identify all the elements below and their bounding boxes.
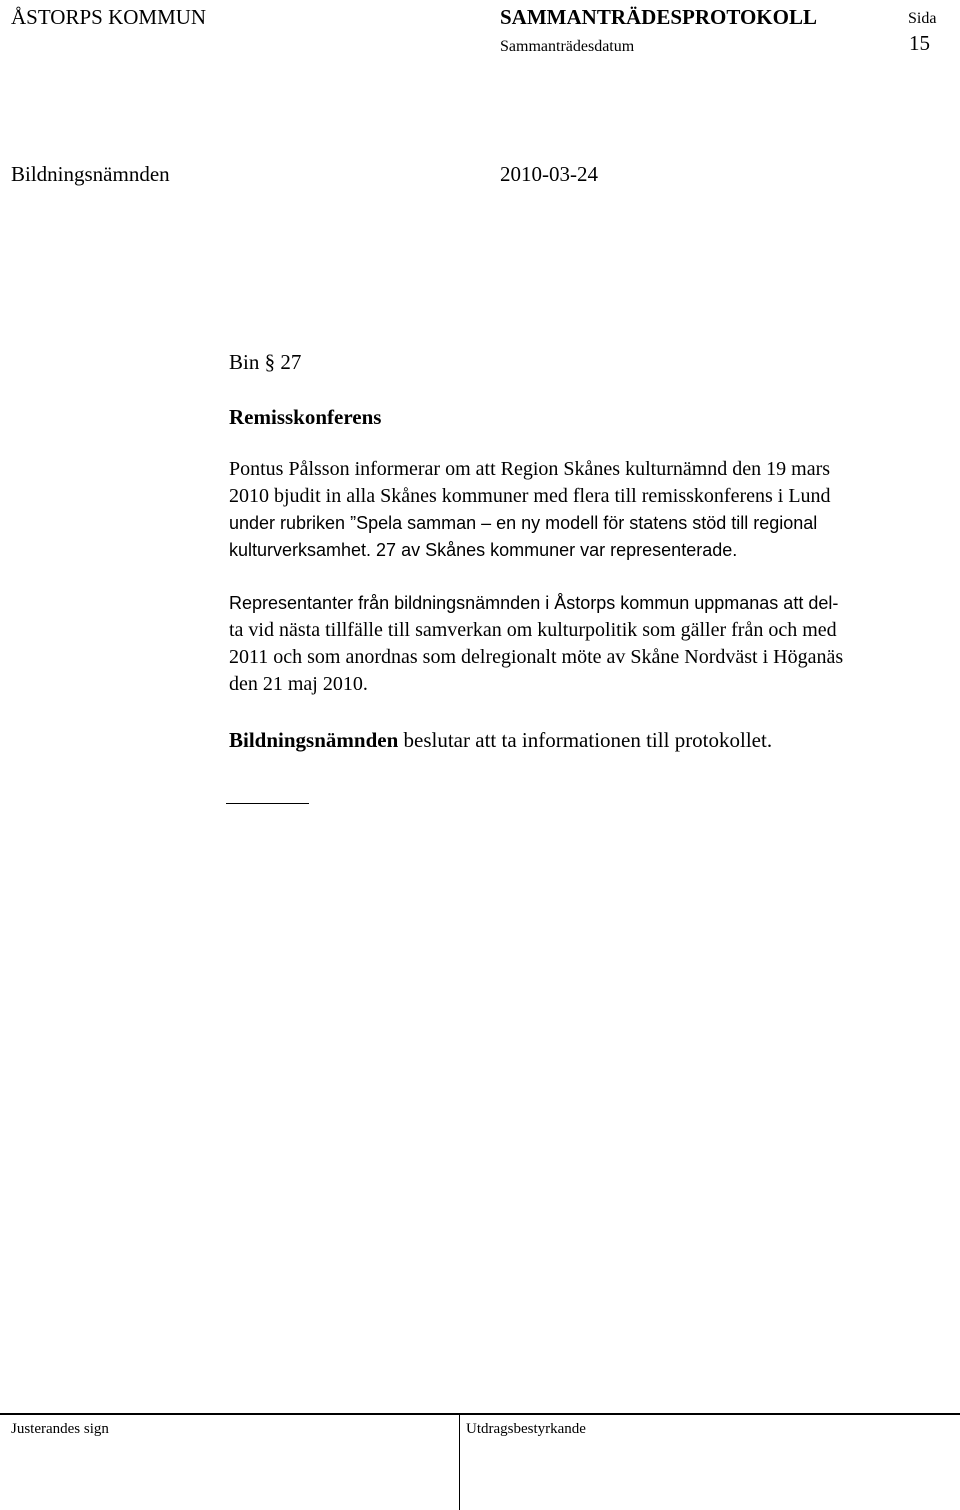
paragraph-2-line: den 21 maj 2010. (229, 673, 368, 695)
paragraph-2-line: Representanter från bildningsnämnden i Åstorps kommun uppmanas att del- (229, 593, 839, 613)
meeting-date: 2010-03-24 (500, 162, 598, 186)
paragraph-1-line: under rubriken ”Spela samman – en ny modell för statens stöd till regional (229, 513, 818, 533)
footer-divider (459, 1413, 460, 1510)
paragraph-1-line: 2010 bjudit in alla Skånes kommuner med flera till remisskonferens i Lund (229, 485, 831, 507)
organization-name: ÅSTORPS KOMMUN (11, 5, 207, 29)
paragraph-2-line: 2011 och som anordnas som delregionalt möte av Skåne Nordväst i Höganäs (229, 646, 844, 668)
section-number: Bin § 27 (229, 350, 302, 374)
page-label: Sida (908, 10, 937, 27)
page-number: 15 (909, 31, 930, 55)
committee-name: Bildningsnämnden (11, 162, 170, 186)
paragraph-1-line: kulturverksamhet. 27 av Skånes kommuner var representerade. (229, 540, 738, 560)
extract-certification-label: Utdragsbestyrkande (466, 1421, 586, 1437)
decision-subject: Bildningsnämnden (229, 728, 399, 752)
meeting-date-label: Sammanträdesdatum (500, 38, 635, 55)
paragraph-2-line: ta vid nästa tillfälle till samverkan om kulturpolitik som gäller från och med (229, 619, 837, 641)
decision-text: beslutar att ta informationen till protokollet. (398, 728, 773, 752)
footer-rule (0, 1413, 960, 1415)
signature-label: Justerandes sign (11, 1421, 109, 1437)
paragraph-1-line: Pontus Pålsson informerar om att Region Skånes kulturnämnd den 19 mars (229, 458, 831, 480)
document-type: SAMMANTRÄDESPROTOKOLL (500, 5, 817, 29)
decision-statement (229, 727, 772, 753)
section-end-rule (226, 803, 309, 804)
section-title: Remisskonferens (229, 405, 382, 429)
